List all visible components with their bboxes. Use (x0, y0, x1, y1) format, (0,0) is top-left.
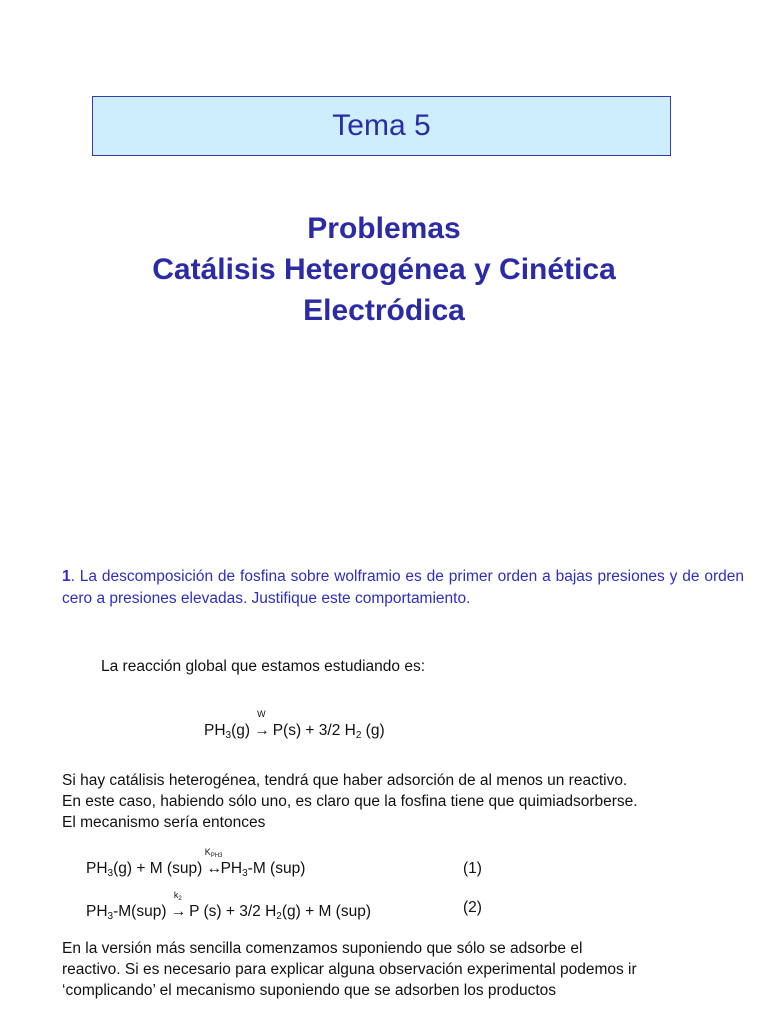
catalyst-label: W (257, 709, 266, 719)
problem-text: . La descomposición de fosfina sobre wolframio es de primer orden a bajas presiones y de orden cero a presiones elevadas. Justifique este comportamiento. (62, 568, 744, 607)
paragraph-mechanism-intro: Si hay catálisis heterogénea, tendrá que haber adsorción de al menos un reactivo. En este caso, habiendo sólo uno, es claro que la fosfina tiene que quimiadsorberse. El mecanismo sería entonces (62, 772, 638, 831)
equilibrium-arrow: $K_{PH3}$ ↔ (204, 847, 223, 877)
reaction-arrow: W → (254, 709, 270, 739)
mechanism-step-2: $PH_3-M(sup)$ $k_2$ → P (s) + 3/2 $H_2(g) + M$ (sup) (86, 890, 371, 922)
problem-statement (62, 566, 744, 610)
title-line-3: Electródica (303, 294, 465, 327)
mechanism-step-1: $PH_3(g) + M$ (sup) $K_{PH3}$ $\leftrightarrow PH_3-M$ (sup) (86, 847, 306, 879)
equation-number-2: (2) (463, 899, 482, 916)
document-title (0, 208, 768, 331)
solution-intro: La reacción global que estamos estudiando es: (101, 658, 425, 675)
problem-number: 1 (62, 568, 71, 585)
topic-title: Tema 5 (332, 109, 431, 142)
rate-constant-label: $k_2$ (173, 890, 182, 902)
global-reaction-equation: $PH_3(g)$ W → P(s) + 3/2 $H_2$ (g) (204, 709, 385, 741)
equilibrium-constant-label: $K_{PH3}$ (204, 847, 223, 859)
title-line-2: Catálisis Heterogénea y Cinética (152, 253, 616, 286)
paragraph-simplest-version: En la versión más sencilla comenzamos suponiendo que sólo se adsorbe el reactivo. Si es necesario para explicar alguna observación experimental podemos ir ‘complicando’ el mecanismo suponiendo que se adsorben los productos (62, 940, 637, 999)
rate-arrow: $k_2$ → (170, 890, 187, 920)
equation-number-1: (1) (463, 860, 482, 877)
topic-header-box (92, 96, 671, 156)
title-line-1: Problemas (307, 212, 461, 245)
